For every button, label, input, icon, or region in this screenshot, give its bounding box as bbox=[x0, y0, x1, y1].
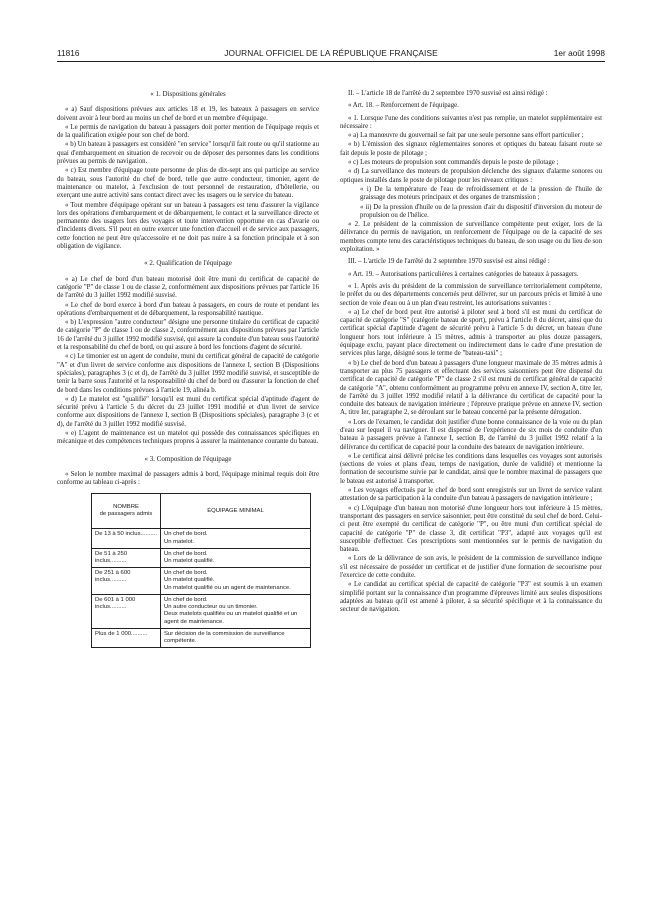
paragraph: « b) L'émission des signaux réglementaires sonores et optiques du bateau faisant route se fait depuis le poste de pilotage ; bbox=[340, 141, 602, 157]
crew-line: Un matelot qualifié ou un agent de maintenance. bbox=[164, 584, 291, 591]
column-header-crew: ÉQUIPAGE MINIMAL bbox=[161, 494, 311, 529]
page-header bbox=[57, 48, 605, 60]
section-heading: « 3. Composition de l'équipage bbox=[144, 454, 232, 463]
sub-paragraph: « i) De la température de l'eau de refroidissement et de la pression de l'huile de graissage des moteurs principaux et des organes de transmission ; bbox=[360, 185, 602, 202]
paragraph: « b) Le chef de bord d'un bateau à passagers d'une longueur maximale de 35 mètres admis à transporter au plus 75 passagers et effectuant des services saisonniers peut être dispensé du certificat de capacité de catégorie "P" de classe 2 s'il est muni du certificat général de capacité de catégorie "A", obtenu conformément au programme prévu en annexe IV, section A, titre Ier, de l'arrêté du 3 juillet 1992 modifié relatif à la délivrance du certificat de capacité pour la conduite des bateaux de navigation intérieure ; l'épreuve pratique prévue en annexe IV, section A, titre Ier, paragraphe 2, se déroulant sur le bateau concerné par la présente dérogation. bbox=[340, 359, 602, 417]
crew-line: Un chef de bord. bbox=[164, 550, 208, 557]
crew-line: Un chef de bord. bbox=[164, 596, 208, 603]
paragraph: « c) Est membre d'équipage toute personne de plus de dix-sept ans qui participe au service du bateau, sous l'autorité du chef de bord, telle que autre conducteur, timonier, agent de maintenance ou matelot, à l'exclusion de tout personnel de restauration, d'hôtellerie, ou exerçant une autre activité sans contact direct avec les usagers ou le service du bateau. bbox=[57, 167, 319, 200]
crew-cell bbox=[161, 568, 311, 595]
paragraph: « d) La surveillance des moteurs de propulsion déclenche des signaux d'alarme sonores ou optiques installés dans le poste de pilotage pour les niveaux critiques : bbox=[340, 168, 602, 184]
left-column bbox=[57, 90, 319, 648]
right-column bbox=[340, 90, 602, 616]
issue-date: 1er août 1998 bbox=[553, 48, 605, 58]
crew-line: Un matelot qualifié. bbox=[164, 577, 215, 584]
passengers-cell: De 13 à 50 inclus.......... bbox=[92, 529, 161, 548]
paragraph: « c) Les moteurs de propulsion sont commandés depuis le poste de pilotage ; bbox=[348, 159, 559, 167]
crew-line: Un autre conducteur ou un timonier. bbox=[164, 604, 258, 611]
table-header-row bbox=[92, 494, 311, 529]
paragraph: « Le candidat au certificat spécial de capacité de catégorie "P3" est soumis à un examen simplifié portant sur la connaissance d'un programme d'épreuves limité aux seules dispositions adaptées au bateau qu'il est amené à piloter, à sa sécurité spécifique et à la connaissance du secteur de navigation. bbox=[340, 581, 602, 614]
section-heading: « 1. Dispositions générales bbox=[150, 90, 226, 98]
crew-cell bbox=[161, 548, 311, 567]
page-number: 11816 bbox=[57, 48, 80, 58]
crew-line: Deux matelots qualifiés ou un matelot qualifié et un agent de maintenance. bbox=[164, 611, 298, 625]
passengers-cell: De 51 à 250 inclus.......... bbox=[92, 548, 161, 567]
passengers-cell: Plus de 1 000.......... bbox=[92, 628, 161, 647]
section-heading: « 2. Qualification de l'équipage bbox=[144, 259, 232, 268]
sub-paragraph: « ii) De la pression d'huile ou de la pression d'air du dispositif d'inversion du moteur de propulsion ou de l'hélice. bbox=[360, 203, 602, 219]
paragraph: « a) Sauf dispositions prévues aux articles 18 et 19, les bateaux à passagers en service doivent avoir à leur bord au moins un chef de bord et un membre d'équipage. bbox=[57, 106, 319, 122]
paragraph: « e) L'agent de maintenance est un matelot qui possède des connaissances spécifiques en mécanique et des compétences techniques propres à assurer la maintenance courante du bateau. bbox=[57, 429, 319, 446]
crew-cell bbox=[161, 529, 311, 548]
article-title: « Art. 19. – Autorisations particulières à certaines catégories de bateaux à passagers. bbox=[348, 270, 579, 278]
crew-cell bbox=[161, 594, 311, 628]
article-title: « Art. 18. – Renforcement de l'équipage. bbox=[348, 102, 459, 110]
paragraph: « 1. Après avis du président de la commission de surveillance territorialement compétente, le préfet du ou des départements concernés peut délivrer, sur un parcours précis et limité à une section de voie d'eau ou à un plan d'eau restreint, les autorisations suivantes : bbox=[340, 282, 602, 307]
paragraph: « Le chef de bord exerce à bord d'un bateau à passagers, en cours de route et pendant les opérations d'embarquement et de débarquement, la responsabilité nautique. bbox=[57, 301, 319, 317]
table-row bbox=[92, 529, 311, 548]
table-row bbox=[92, 548, 311, 567]
table-row bbox=[92, 568, 311, 595]
column-header-passengers: NOMBRE de passagers admis bbox=[92, 494, 161, 529]
paragraph: « c) Le timonier est un agent de conduite, muni du certificat général de capacité de catégorie "A" et d'un livret de service conforme aux dispositions de l'annexe I, section B (Dispositions spéciales), paragraphes 3 (c et d), de l'arrêté du 3 juillet 1992 modifié susvisé, et susceptible de tenir la barre sous l'autorité et la responsabilité du chef de bord ou d'assurer la fonction de chef de bord dans les conditions prévues à l'article 19, alinéa b. bbox=[57, 353, 319, 394]
paragraph: « Le certificat ainsi délivré précise les conditions dans lesquelles ces voyages sont autorisés (sections de voies et plans d'eau, temps de navigation, durée de validité) et mentionne la formation de secourisme suivie par le candidat, ainsi que le nombre maximal de passagers que le bateau est autorisé à transporter. bbox=[340, 452, 602, 485]
crew-line: Un matelot qualifié. bbox=[164, 558, 215, 565]
paragraph: II. – L'article 18 de l'arrêté du 2 septembre 1970 susvisé est ainsi rédigé : bbox=[348, 90, 548, 97]
paragraph: « Lors de l'examen, le candidat doit justifier d'une bonne connaissance de la voie ou du plan d'eau sur lequel il va naviguer. Il est dispensé de l'expérience de six mois de conduite d'un bateau à passagers prévue à l'annexe I, section B, de l'arrêté du 3 juillet 1992 relatif à la délivrance du certificat de capacité pour la conduite des bateaux de navigation intérieure. bbox=[340, 418, 602, 451]
paragraph: « Le permis de navigation du bateau à passagers doit porter mention de l'équipage requis et de la qualification exigée pour son chef de bord. bbox=[57, 123, 319, 140]
crew-line: Sur décision de la commission de surveillance compétente. bbox=[164, 630, 285, 644]
paragraph: « c) L'équipage d'un bateau non motorisé d'une longueur hors tout inférieure à 15 mètres, transportant des passagers en service saisonnier, peut être constitué du seul chef de bord. Celui-ci peut être exempté du certificat de catégorie "P", ou être muni d'un certificat spécial de capacité de catégorie "P" de classe 3, dit certificat "P3", adapté aux voyages qu'il est susceptible d'effectuer. Ces prescriptions sont mentionnées sur le permis de navigation du bateau. bbox=[340, 504, 602, 554]
paragraph: « b) L'expression "autre conducteur" désigne une personne titulaire du certificat de capacité de catégorie "P" de classe 1 ou de classe 2, conformément aux dispositions prévues par l'article 16 de l'arrêté du 3 juillet 1992 modifié susvisé, qui assure la conduite d'un bateau sous l'autorité et la responsabilité du chef de bord, ou qui assure à bord les fonctions d'agent de sécurité. bbox=[57, 319, 319, 352]
crew-line: Un chef de bord. bbox=[164, 531, 208, 538]
paragraph: « Selon le nombre maximal de passagers admis à bord, l'équipage minimal requis doit être conforme au tableau ci-après : bbox=[57, 470, 319, 487]
crew-line: Un chef de bord. bbox=[164, 570, 208, 577]
paragraph: « Lors de la délivrance de son avis, le président de la commission de surveillance indique s'il est nécessaire de posséder un certificat et de justifier d'une formation de secourisme pour l'exercice de cette conduite. bbox=[340, 555, 602, 580]
table-row bbox=[92, 594, 311, 628]
paragraph: « d) Le matelot est "qualifié" lorsqu'il est muni du certificat spécial d'aptitude d'agent de sécurité prévu à l'article 5 du décret du 23 juillet 1991 modifié et d'un livret de service conforme aux dispositions de l'annexe I, section B (Dispositions spéciales), paragraphe 3 (c et d), de l'arrêté du 3 juillet 1992 modifié susvisé. bbox=[57, 395, 319, 428]
crew-line: Un matelot. bbox=[164, 538, 195, 545]
crew-composition-table bbox=[91, 493, 311, 648]
table-row bbox=[92, 628, 311, 647]
crew-cell bbox=[161, 628, 311, 647]
passengers-cell: De 251 à 600 inclus.......... bbox=[92, 568, 161, 595]
paragraph: « a) Le chef de bord peut être autorisé à piloter seul à bord s'il est muni du certificat de capacité de catégorie "S" (catégorie bateau de sport), prévu à l'article 8 du décret, ainsi que du certificat spécial d'aptitude d'agent de sécurité prévu à l'article 5 du décret, un bateau d'une longueur hors tout inférieure à 15 mètres, admis à transporter au plus douze passagers, équipage exclu, payant place directement ou indirectement dans le cadre d'une prestation de services plus large, désigné sous le terme de "bateau-taxi" ; bbox=[340, 308, 602, 358]
paragraph: « Les voyages effectués par le chef de bord sont enregistrés sur un livret de service valant attestation de sa participation à la conduite d'un bateau à passagers de navigation intérieure ; bbox=[340, 487, 602, 503]
paragraph: « b) Un bateau à passagers est considéré "en service" lorsqu'il fait route ou qu'il stationne au quai d'embarquement en situation de recevoir ou de déposer des personnes dans les conditions prévues au permis de navigation. bbox=[57, 141, 319, 166]
paragraph: « 1. Lorsque l'une des conditions suivantes n'est pas remplie, un matelot supplémentaire est nécessaire : bbox=[340, 114, 602, 130]
passengers-cell: De 601 à 1 000 inclus.......... bbox=[92, 594, 161, 628]
header-rule bbox=[57, 61, 605, 62]
paragraph: « 2. Le président de la commission de surveillance compétente peut exiger, lors de la délivrance du permis de navigation, un renforcement de l'équipage ou de la capacité de ses membres compte tenu des caractéristiques techniques du bateau, de son usage ou du lieu de son exploitation. » bbox=[340, 221, 602, 254]
paragraph: « a) Le chef de bord d'un bateau motorisé doit être muni du certificat de capacité de catégorie "P" de classe 1 ou de classe 2, conformément aux dispositions prévues par l'article 16 de l'arrêté du 3 juillet 1992 modifié susvisé. bbox=[57, 275, 319, 300]
journal-title: JOURNAL OFFICIEL DE LA RÉPUBLIQUE FRANÇAISE bbox=[224, 48, 438, 58]
paragraph: « Tout membre d'équipage opérant sur un bateau à passagers est tenu d'assurer la vigilance lors des opérations d'embarquement et de débarquement, le contact et la surveillance directe et permanente des usagers lors des voyages et toute intervention opportune en cas d'avarie ou d'incidents divers. S'il peut en outre exercer une fonction d'accueil et de service aux passagers, cette fonction ne peut être qu'accessoire et ne doit pas nuire à sa fonction principale et à son obligation de vigilance. bbox=[57, 201, 319, 251]
paragraph: III. – L'article 19 de l'arrêté du 2 septembre 1970 susvisé est ainsi rédigé : bbox=[348, 258, 550, 266]
paragraph: « a) La manœuvre du gouvernail se fait par une seule personne sans effort particulier ; bbox=[348, 132, 584, 140]
